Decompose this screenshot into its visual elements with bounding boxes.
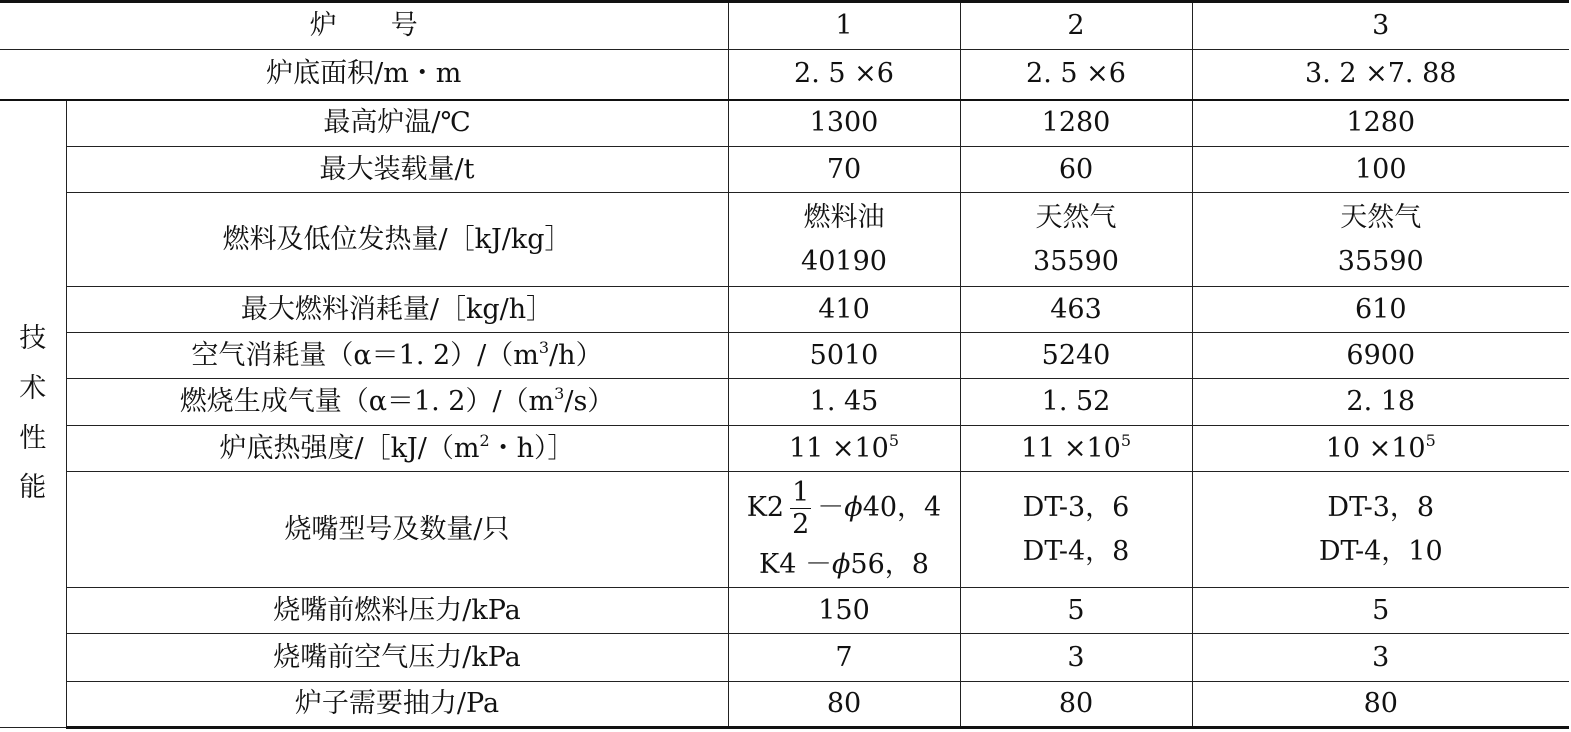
draft-f2: 80 [960,682,1192,728]
fuel-pressure-row [0,588,1569,634]
air-f1: 5010 [728,333,960,379]
hearth-label-exp: 2 [479,430,490,450]
hearth-f3 [1192,426,1569,472]
header-col-3: 3 [1192,2,1569,50]
draft-f1: 80 [728,682,960,728]
fuel-heat: 35590 [1033,245,1119,277]
area-f3: 3. 2 ×7. 88 [1192,50,1569,100]
max-temp-f1: 1300 [728,100,960,147]
max-fuel-f2: 463 [960,287,1192,333]
fuel-type: 天然气 [1035,201,1117,233]
fuel-row [0,193,1569,287]
max-fuel-f3: 610 [1192,287,1569,333]
fraction-numerator: 1 [792,477,810,509]
hearth-base: 11 ×10 [788,432,889,464]
burner-f3 [1192,472,1569,588]
air-pressure-f3: 3 [1192,634,1569,682]
fuel-type: 天然气 [1340,201,1422,233]
air-pressure-f1: 7 [728,634,960,682]
air-pressure-row [0,634,1569,682]
burner-f1 [728,472,960,588]
air-f2: 5240 [960,333,1192,379]
header-row [0,2,1569,50]
gas-f1: 1. 45 [728,379,960,426]
max-temp-row [0,100,1569,147]
draft-f3: 80 [1192,682,1569,728]
burner-row [0,472,1569,588]
fraction [790,477,811,541]
fuel-f3 [1192,193,1569,287]
burner-f1-line2 [729,550,960,580]
hearth-exp: 5 [888,430,900,450]
burner-f1-line1 [729,479,960,550]
max-temp-f3: 1280 [1192,100,1569,147]
hearth-row [0,426,1569,472]
area-f1: 2. 5 ×6 [728,50,960,100]
area-f2: 2. 5 ×6 [960,50,1192,100]
max-fuel-f1: 410 [728,287,960,333]
area-label: 炉底面积/m・m [0,50,728,100]
side-char: 术 [19,373,47,405]
fuel-pressure-f2: 5 [960,588,1192,634]
burner-f2-line2: DT-4，8 [1022,535,1130,567]
burner-f1-dash: － [817,492,845,524]
area-row [0,50,1569,100]
air-label-post: /h） [549,339,603,371]
draft-label: 炉子需要抽力/Pa [66,682,728,728]
max-load-f1: 70 [728,147,960,193]
hearth-base: 11 ×10 [1020,432,1121,464]
fuel-f1 [728,193,960,287]
gas-f3: 2. 18 [1192,379,1569,426]
gas-label [66,379,728,426]
gas-f2: 1. 52 [960,379,1192,426]
gas-label-pre: 燃烧生成气量（α＝1. 2）/（m [179,386,555,418]
max-load-row [0,147,1569,193]
hearth-exp: 5 [1120,430,1132,450]
fraction-denominator: 2 [792,509,810,541]
burner-f1-model: K2 [746,492,785,524]
air-label [66,333,728,379]
air-row [0,333,1569,379]
burner-f2 [960,472,1192,588]
burner-label: 烧嘴型号及数量/只 [66,472,728,588]
hearth-label [66,426,728,472]
hearth-f2 [960,426,1192,472]
max-load-label: 最大装载量/t [66,147,728,193]
burner-f1-model2: K4 － [759,549,832,581]
fuel-pressure-f1: 150 [728,588,960,634]
hearth-base: 10 ×10 [1325,432,1426,464]
fuel-f2 [960,193,1192,287]
fuel-pressure-f3: 5 [1192,588,1569,634]
fuel-heat: 35590 [1337,245,1424,277]
fuel-label: 燃料及低位发热量/［kJ/kg］ [66,193,728,287]
side-char: 技 [19,323,47,355]
fuel-heat: 40190 [801,245,887,277]
air-label-pre: 空气消耗量（α＝1. 2）/（m [191,339,539,371]
max-load-f2: 60 [960,147,1192,193]
air-label-exp: 3 [538,337,550,357]
header-label: 炉 号 [0,2,728,50]
hearth-label-pre: 炉底热强度/［kJ/（m [219,432,480,464]
burner-f2-line1: DT-3，6 [1022,491,1130,523]
side-label [0,100,66,728]
hearth-label-post: ・h）］ [489,432,575,464]
air-pressure-f2: 3 [960,634,1192,682]
gas-label-exp: 3 [554,384,565,404]
header-col-2: 2 [960,2,1192,50]
burner-f1-count: 40，4 [862,492,942,524]
hearth-exp: 5 [1425,430,1436,450]
burner-f1-count2: 56，8 [850,549,929,581]
header-col-1: 1 [728,2,960,50]
draft-row [0,682,1569,728]
gas-label-post: /s） [564,386,615,418]
burner-f3-line2: DT-4，10 [1318,535,1443,567]
phi-symbol: ϕ [844,492,863,524]
max-load-f3: 100 [1192,147,1569,193]
fuel-type: 燃料油 [803,201,885,233]
side-char: 能 [19,472,47,504]
gas-row [0,379,1569,426]
burner-f3-line1: DT-3，8 [1327,491,1435,523]
hearth-f1 [728,426,960,472]
max-temp-label: 最高炉温/℃ [66,100,728,147]
max-fuel-row [0,287,1569,333]
side-char: 性 [19,422,47,454]
air-f3: 6900 [1192,333,1569,379]
max-temp-f2: 1280 [960,100,1192,147]
max-fuel-label: 最大燃料消耗量/［kg/h］ [66,287,728,333]
air-pressure-label: 烧嘴前空气压力/kPa [66,634,728,682]
fuel-pressure-label: 烧嘴前燃料压力/kPa [66,588,728,634]
phi-symbol: ϕ [831,549,851,581]
